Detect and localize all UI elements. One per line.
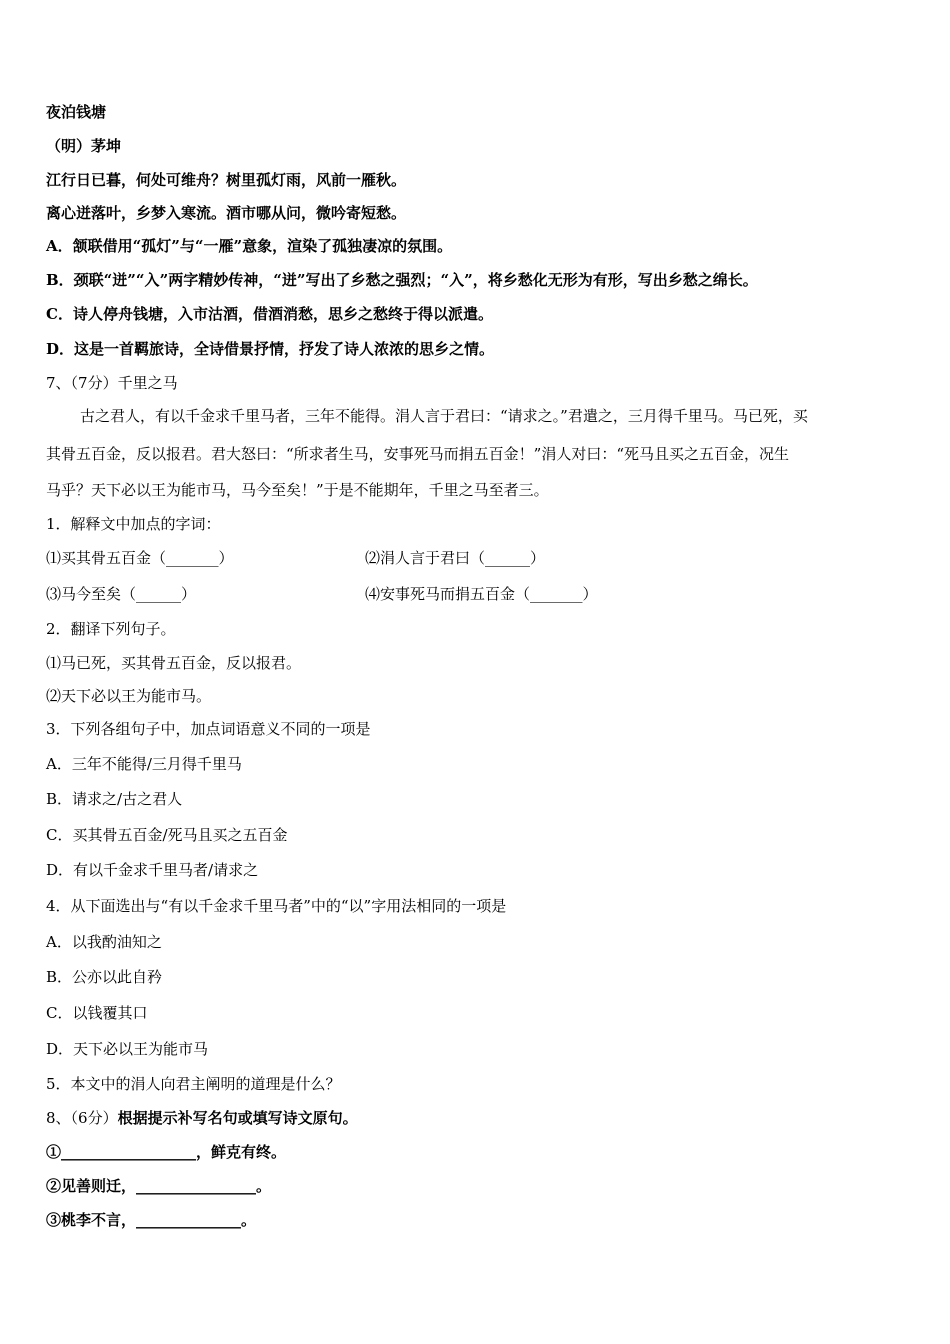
- q6-option-b: B．颈联“迸”“入”两字精妙传神，“迸”写出了乡愁之强烈；“入”，将乡愁化无形为有形，写出乡愁之绵长。: [46, 271, 758, 289]
- q8-header-prefix: 8、（6分）: [46, 1109, 118, 1127]
- q8-item-3: ③桃李不言，______________。: [46, 1211, 257, 1229]
- q7-passage-line-3: 马乎？天下必以王为能市马，马今至矣！”于是不能期年，千里之马至者三。: [46, 481, 549, 499]
- q8-item-1: ①__________________，鲜克有终。: [46, 1143, 287, 1161]
- poem-author: （明）茅坤: [46, 137, 122, 155]
- q7-sub2-item-1: ⑴马已死，买其骨五百金，反以报君。: [46, 654, 302, 672]
- q6-option-a: A．颔联借用“孤灯”与“一雁”意象，渲染了孤独凄凉的氛围。: [46, 237, 453, 255]
- poem-line-1: 江行日已暮，何处可维舟？树里孤灯雨，风前一雁秋。: [46, 171, 407, 189]
- q6-option-c: C．诗人停舟钱塘，入市沽酒，借酒消愁，思乡之愁终于得以派遣。: [46, 305, 493, 323]
- q7-sub1-item-3: ⑶马今至矣（______）: [46, 585, 197, 603]
- q7-passage-line-2: 其骨五百金，反以报君。君大怒曰：“所求者生马，安事死马而捐五百金！”涓人对曰：“死马且买之五百金，况生: [46, 445, 790, 463]
- q7-sub1: 1．解释文中加点的字词：: [46, 515, 221, 533]
- q7-sub3-option-c: C．买其骨五百金/死马且买之五百金: [46, 826, 288, 844]
- q7-sub3-option-d: D．有以千金求千里马者/请求之: [46, 861, 259, 879]
- q7-sub4: 4．从下面选出与“有以千金求千里马者”中的“以”字用法相同的一项是: [46, 897, 507, 915]
- q7-sub3: 3．下列各组句子中，加点词语意义不同的一项是: [46, 720, 371, 738]
- q7-sub4-option-c: C．以钱覆其口: [46, 1004, 148, 1022]
- q8-header: [46, 1108, 358, 1128]
- q7-sub4-option-b: B．公亦以此自矜: [46, 968, 163, 986]
- poem-title: 夜泊钱塘: [46, 103, 107, 121]
- q7-sub4-option-d: D．天下必以王为能市马: [46, 1040, 209, 1058]
- q7-sub2: 2．翻译下列句子。: [46, 620, 176, 638]
- poem-line-2: 离心迸落叶，乡梦入寒流。酒市哪从问，微吟寄短愁。: [46, 204, 407, 222]
- q7-sub2-item-2: ⑵天下必以王为能市马。: [46, 687, 212, 705]
- q7-sub3-option-a: A．三年不能得/三月得千里马: [46, 755, 242, 773]
- q7-sub1-item-2: ⑵涓人言于君曰（______）: [365, 549, 546, 567]
- q7-sub4-option-a: A．以我酌油知之: [46, 933, 162, 951]
- q7-sub3-option-b: B．请求之/古之君人: [46, 790, 183, 808]
- q7-sub5: 5．本文中的涓人向君主阐明的道理是什么？: [46, 1075, 341, 1093]
- q8-header-instruction: 根据提示补写名句或填写诗文原句。: [117, 1109, 358, 1127]
- q8-item-2: ②见善则迁，________________。: [46, 1177, 272, 1195]
- q7-sub1-item-1: ⑴买其骨五百金（_______）: [46, 549, 234, 567]
- q7-passage-line-1: 古之君人，有以千金求千里马者，三年不能得。涓人言于君曰：“请求之。”君遣之，三月得千里马。马已死，买: [80, 407, 808, 425]
- q7-sub1-item-4: ⑷安事死马而捐五百金（_______）: [365, 585, 598, 603]
- q6-option-d: D．这是一首羁旅诗，全诗借景抒情，抒发了诗人浓浓的思乡之情。: [46, 340, 495, 358]
- q7-header: 7、（7分）千里之马: [46, 374, 178, 392]
